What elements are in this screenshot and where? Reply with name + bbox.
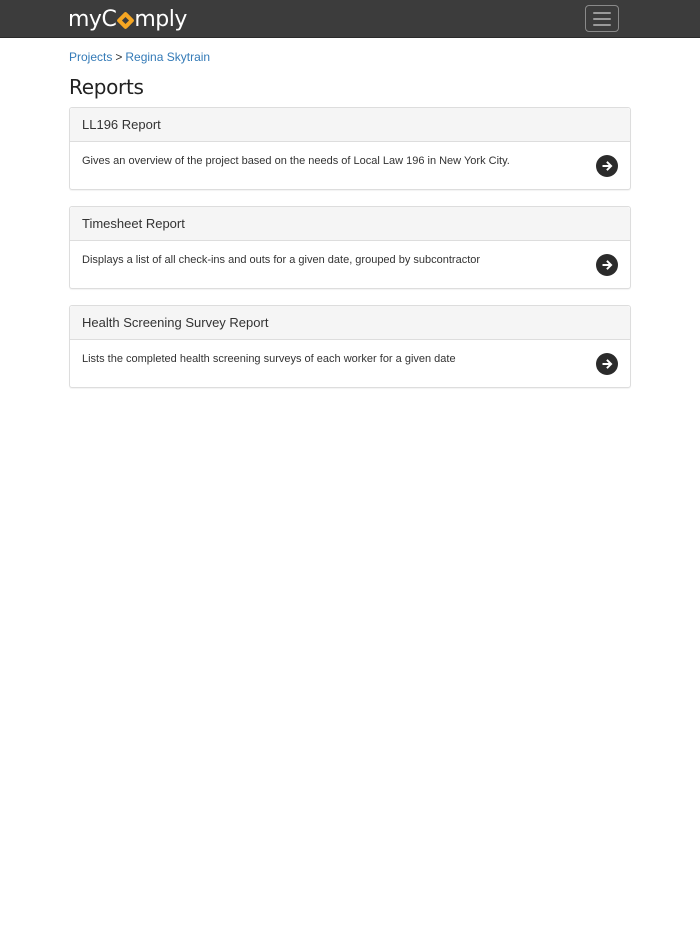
arrow-circle-right-icon[interactable] [596,254,618,276]
breadcrumb-separator: > [115,50,123,64]
report-card-title: Health Screening Survey Report [70,306,630,340]
arrow-circle-right-icon[interactable] [596,155,618,177]
breadcrumb-projects-link[interactable]: Projects [69,50,113,64]
top-navbar [0,0,700,38]
page-title: Reports [69,75,144,99]
mycomply-logo[interactable] [68,6,187,34]
hamburger-icon-bar [593,12,611,14]
logo-diamond-icon [117,12,134,29]
report-card-body [70,142,630,189]
breadcrumb [69,50,631,64]
menu-toggle-button[interactable] [585,5,619,32]
report-card-description: Gives an overview of the project based on the needs of Local Law 196 in New York City. [82,155,510,167]
hamburger-icon-bar [593,18,611,20]
report-card-body [70,340,630,387]
report-card-description: Lists the completed health screening surveys of each worker for a given date [82,353,456,365]
logo-text-prefix: myC [68,7,117,32]
report-card-title: LL196 Report [70,108,630,142]
report-card-body [70,241,630,288]
arrow-circle-right-icon[interactable] [596,353,618,375]
logo-text-suffix: mply [134,7,187,32]
report-card-ll196[interactable] [69,107,631,190]
main-content [69,38,631,404]
report-card-timesheet[interactable] [69,206,631,289]
report-card-health-screening[interactable] [69,305,631,388]
hamburger-icon-bar [593,24,611,26]
report-card-description: Displays a list of all check-ins and outs for a given date, grouped by subcontractor [82,254,481,266]
report-card-title: Timesheet Report [70,207,630,241]
breadcrumb-project-link[interactable]: Regina Skytrain [125,50,211,64]
